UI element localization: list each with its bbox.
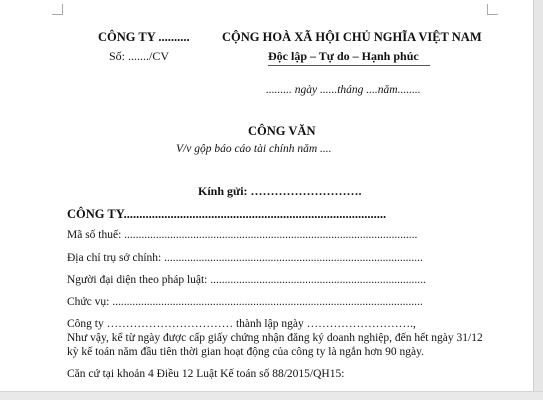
position-field: Chức vụ: ............................................................................................................ (67, 296, 423, 308)
page-bottom-edge (0, 391, 543, 400)
establishment-line: Công ty …………………………… thành lập ngày ………………………., (67, 318, 416, 330)
national-title: CỘNG HOÀ XÃ HỘI CHỦ NGHĨA VIỆT NAM (222, 30, 482, 44)
legal-basis-line: Căn cứ tại khoản 4 Điều 12 Luật Kế toán số 88/2015/QH15: (67, 368, 345, 380)
address-field: Địa chỉ trụ sở chính: .......................................................................................... (67, 252, 423, 264)
legal-representative-field: Người đại diện theo pháp luật: ........................................................................... (67, 274, 426, 286)
recipient-line: Kính gửi: ………………………. (198, 184, 362, 198)
dateline: ......... ngày ......tháng ....năm........ (266, 84, 421, 96)
crop-mark-top-right (487, 4, 498, 15)
document-subject: V/v gộp báo cáo tài chính năm .... (176, 143, 332, 155)
paragraph-line-1: Như vậy, kể từ ngày được cấp giấy chứng nhận đăng ký doanh nghiệp, đến hết ngày 31/12 (67, 332, 483, 344)
company-header: CÔNG TY .......... (98, 30, 190, 44)
page-right-edge (533, 0, 543, 400)
crop-mark-top-left (52, 4, 63, 15)
motto-underline (268, 65, 430, 66)
national-motto: Độc lập – Tự do – Hạnh phúc (268, 49, 419, 63)
company-name-field: CÔNG TY.................................................................................... (67, 207, 387, 221)
tax-code-field: Mã số thuế: ...................................................................................................... (67, 229, 418, 241)
document-number: Số: ......./CV (109, 49, 170, 63)
document-title: CÔNG VĂN (248, 124, 316, 138)
paragraph-line-2: kỳ kế toán năm đầu tiên thời gian hoạt động của công ty là ngắn hơn 90 ngày. (67, 346, 424, 358)
